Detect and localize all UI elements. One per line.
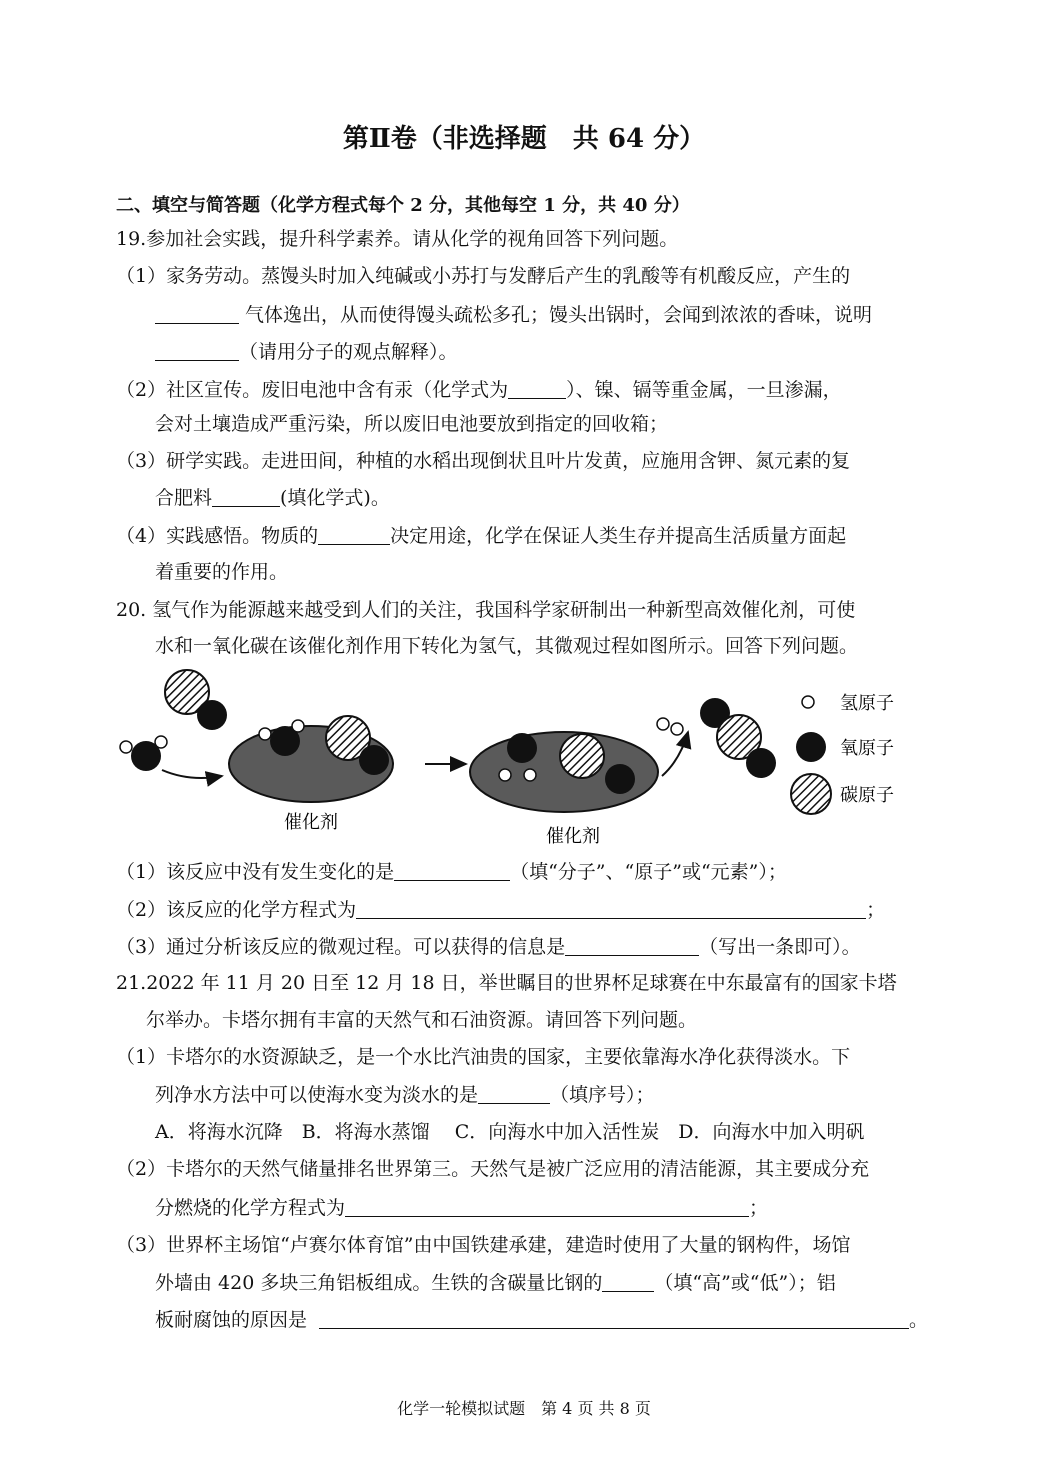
legend [791, 693, 894, 814]
section-heading: 二、填空与简答题（化学方程式每个 2 分，其他每空 1 分，共 40 分） [116, 195, 690, 216]
legend-oxygen: 氧原子 [840, 738, 894, 759]
co2-molecule-product [700, 698, 776, 778]
q21-options: A．将海水沉降 B．将海水蒸馏 C．向海水中加入活性炭 D．向海水中加入明矾 [155, 1121, 865, 1143]
answer-blank[interactable] [212, 488, 280, 507]
q19-part3-line2 [155, 488, 390, 508]
q20-part1 [116, 862, 787, 882]
q19-part4-text-b: 决定用途，化学在保证人类生存并提高生活质量方面起 [390, 525, 847, 547]
q21-part1-line2 [155, 1085, 655, 1105]
q19-part1-line2 [155, 305, 872, 325]
legend-hydrogen: 氢原子 [840, 693, 894, 714]
q21-part3-text-d: 。 [909, 1309, 929, 1331]
q20-part3 [116, 937, 861, 957]
q21-part1-line1: （1）卡塔尔的水资源缺乏，是一个水比汽油贵的国家，主要依靠海水净化获得淡水。下 [116, 1046, 851, 1068]
q20-part2 [116, 900, 885, 920]
answer-blank[interactable] [565, 937, 699, 956]
answer-blank[interactable] [155, 342, 239, 361]
page-title: 第Ⅱ卷（非选择题 共 64 分） [342, 124, 706, 154]
q21-part3-line3 [155, 1310, 928, 1330]
answer-blank[interactable] [155, 305, 239, 324]
q19-part3-text-b: (填化学式)。 [280, 487, 390, 509]
reaction-micro-diagram [0, 660, 1048, 860]
q19-part1-line1: （1）家务劳动。蒸馒头时加入纯碱或小苏打与发酵后产生的乳酸等有机酸反应，产生的 [116, 265, 851, 287]
hydrogen-atom-icon [802, 696, 814, 708]
q19-part2-text-b: ）、镍、镉等重金属，一旦渗漏， [566, 379, 842, 401]
q19-part1-line2-text: 气体逸出，从而使得馒头疏松多孔；馒头出锅时，会闻到浓浓的香味，说明 [245, 304, 873, 326]
q20-stem-line1: 20. 氢气作为能源越来越受到人们的关注，我国科学家研制出一种新型高效催化剂，可使 [116, 599, 856, 621]
q19-part4-text-a: （4）实践感悟。物质的 [116, 525, 319, 547]
q21-part3-text-c: 板耐腐蚀的原因是 [155, 1309, 308, 1331]
carbon-atom-icon [791, 774, 831, 814]
arrow-icon [162, 770, 222, 778]
catalyst-label-2: 催化剂 [546, 826, 600, 847]
q21-stem-line2: 尔举办。卡塔尔拥有丰富的天然气和石油资源。请回答下列问题。 [146, 1009, 698, 1031]
q20-part2-text-a: （2）该反应的化学方程式为 [116, 899, 357, 921]
co-molecule-reactant [165, 670, 227, 730]
answer-blank[interactable] [478, 1085, 550, 1104]
q19-part2-line2: 会对土壤造成严重污染，所以废旧电池要放到指定的回收箱； [155, 413, 669, 435]
h2o-molecule-reactant [120, 736, 167, 771]
answer-blank[interactable] [508, 380, 566, 399]
catalyst-label-1: 催化剂 [284, 812, 338, 833]
answer-blank[interactable] [319, 1310, 909, 1329]
q21-part3-text-b: （填“高”或“低”）；铝 [654, 1272, 836, 1294]
q19-part2-text-a: （2）社区宣传。废旧电池中含有汞（化学式为 [116, 379, 509, 401]
q19-stem: 19.参加社会实践，提升科学素养。请从化学的视角回答下列问题。 [116, 228, 679, 250]
q20-part1-text-b: （填“分子”、“原子”或“元素”）； [510, 861, 787, 883]
legend-carbon: 碳原子 [840, 785, 894, 806]
q19-part1-line3 [155, 342, 458, 362]
q21-part2-line1: （2）卡塔尔的天然气储量排名世界第三。天然气是被广泛应用的清洁能源，其主要成分充 [116, 1158, 870, 1180]
q21-part3-text-a: 外墙由 420 多块三角铝板组成。生铁的含碳量比钢的 [155, 1272, 603, 1294]
answer-blank[interactable] [394, 862, 510, 881]
page-footer: 化学一轮模拟试题 第 4 页 共 8 页 [397, 1399, 651, 1418]
answer-blank[interactable] [345, 1198, 749, 1217]
q19-part3-text-a: 合肥料 [155, 487, 213, 509]
q19-part4-line2: 着重要的作用。 [155, 561, 289, 583]
q21-part3-line2 [155, 1273, 836, 1293]
q19-part2-line1 [116, 380, 842, 400]
q20-part3-text-b: （写出一条即可）。 [699, 936, 861, 958]
q21-part2-line2 [155, 1198, 768, 1218]
oxygen-atom-icon [796, 732, 826, 762]
q21-part1-text-b: （填序号）； [550, 1084, 655, 1106]
q20-part1-text-a: （1）该反应中没有发生变化的是 [116, 861, 395, 883]
answer-blank[interactable] [602, 1273, 654, 1292]
q21-part2-text-a: 分燃烧的化学方程式为 [155, 1197, 346, 1219]
q20-stem-line2: 水和一氧化碳在该催化剂作用下转化为氢气，其微观过程如图所示。回答下列问题。 [155, 635, 859, 657]
q21-part3-line1: （3）世界杯主场馆“卢赛尔体育馆”由中国铁建承建，建造时使用了大量的钢构件，场馆 [116, 1234, 851, 1256]
h2-molecule-product [657, 718, 683, 735]
answer-blank[interactable] [318, 526, 390, 545]
arrow-icon [662, 732, 688, 776]
q19-part1-line3-text: （请用分子的观点解释）。 [239, 341, 458, 363]
answer-blank[interactable] [356, 900, 866, 919]
q21-part2-text-b: ； [749, 1197, 769, 1219]
q21-stem-line1: 21.2022 年 11 月 20 日至 12 月 18 日，举世瞩目的世界杯足球赛在中东最富有的国家卡塔 [116, 972, 897, 994]
q20-part2-text-b: ； [866, 899, 886, 921]
q20-part3-text-a: （3）通过分析该反应的微观过程。可以获得的信息是 [116, 936, 566, 958]
q19-part3-line1: （3）研学实践。走进田间，种植的水稻出现倒状且叶片发黄，应施用含钾、氮元素的复 [116, 450, 851, 472]
q21-part1-text-a: 列净水方法中可以使海水变为淡水的是 [155, 1084, 479, 1106]
q19-part4-line1 [116, 526, 846, 546]
